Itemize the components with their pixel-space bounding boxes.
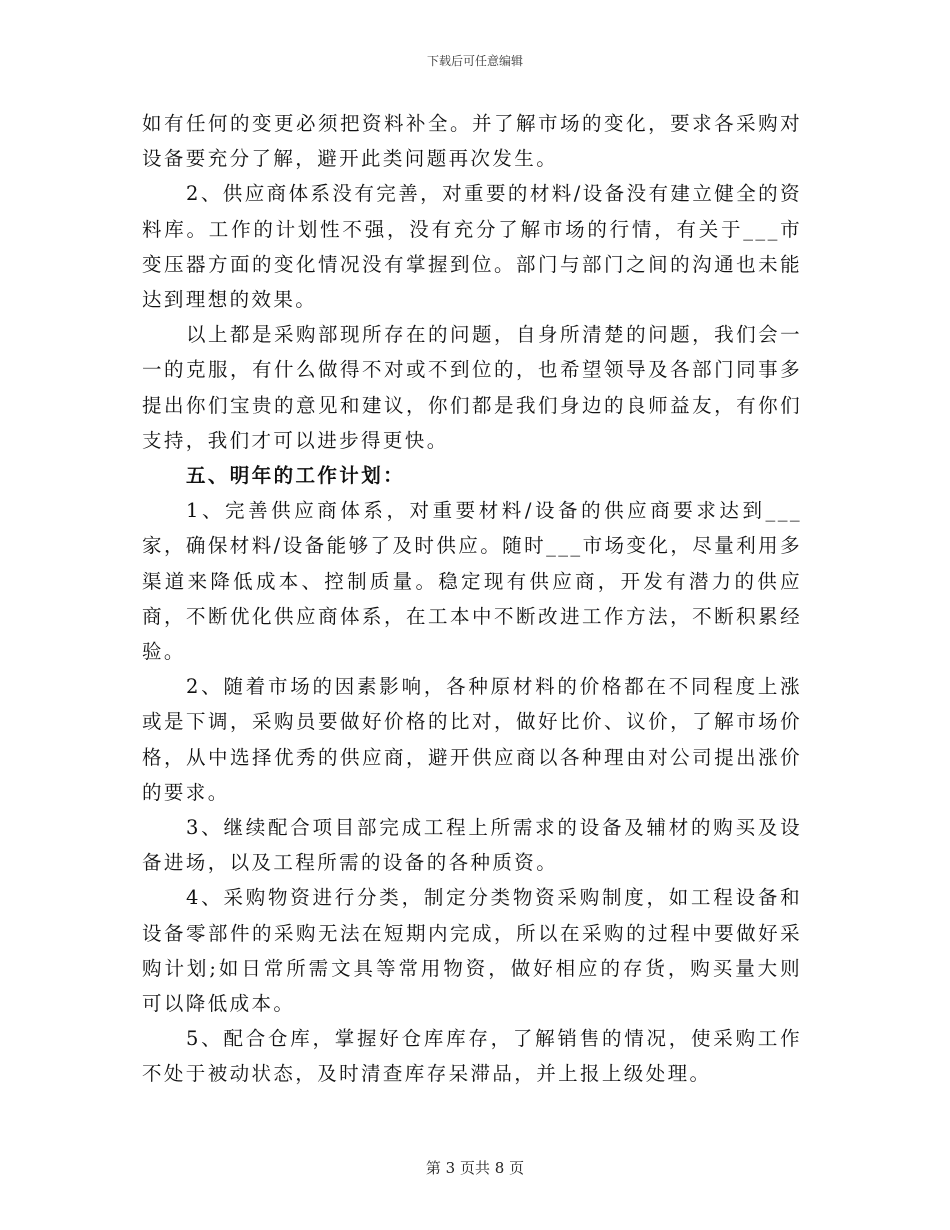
- paragraph-continuation: 如有任何的变更必须把资料补全。并了解市场的变化，要求各采购对设备要充分了解，避开此类问题再次发生。: [142, 112, 802, 171]
- document-body: [142, 106, 802, 1092]
- paragraph-plan-item-5: 5、配合仓库，掌握好仓库库存，了解销售的情况，使采购工作不处于被动状态，及时清查库存呆滞品，并上报上级处理。: [142, 1027, 802, 1086]
- paragraph-plan-item-4: 4、采购物资进行分类，制定分类物资采购制度，如工程设备和设备零部件的采购无法在短期内完成，所以在采购的过程中要做好采购计划;如日常所需文具等常用物资，做好相应的存货，购买量大则可以降低成本。: [142, 886, 802, 1016]
- section-heading-next-year-plan: 五、明年的工作计划：: [186, 464, 406, 488]
- page-header: 下载后可任意编辑: [426, 54, 523, 68]
- paragraph-plan-item-3: 3、继续配合项目部完成工程上所需求的设备及辅材的购买及设备进场，以及工程所需的设备的各种质资。: [142, 816, 802, 875]
- paragraph-plan-item-1: 1、完善供应商体系，对重要材料/设备的供应商要求达到___家，确保材料/设备能够了及时供应。随时___市场变化，尽量利用多渠道来降低成本、控制质量。稳定现有供应商，开发有潜力的供应商，不断优化供应商体系，在工本中不断改进工作方法，不断积累经验。: [142, 499, 802, 664]
- paragraph-problems-summary: 以上都是采购部现所存在的问题，自身所清楚的问题，我们会一一的克服，有什么做得不对或不到位的，也希望领导及各部门同事多提出你们宝贵的意见和建议，你们都是我们身边的良师益友，有你们支持，我们才可以进步得更快。: [142, 323, 802, 452]
- page-number-footer: 第 3 页共 8 页: [425, 1159, 525, 1177]
- paragraph-item-2-supplier-system: 2、供应商体系没有完善，对重要的材料/设备没有建立健全的资料库。工作的计划性不强，没有充分了解市场的行情，有关于___市变压器方面的变化情况没有掌握到位。部门与部门之间的沟通也未能达到理想的效果。: [142, 182, 802, 312]
- paragraph-plan-item-2: 2、随着市场的因素影响，各种原材料的价格都在不同程度上涨或是下调，采购员要做好价格的比对，做好比价、议价，了解市场价格，从中选择优秀的供应商，避开供应商以各种理由对公司提出涨价的要求。: [142, 675, 802, 804]
